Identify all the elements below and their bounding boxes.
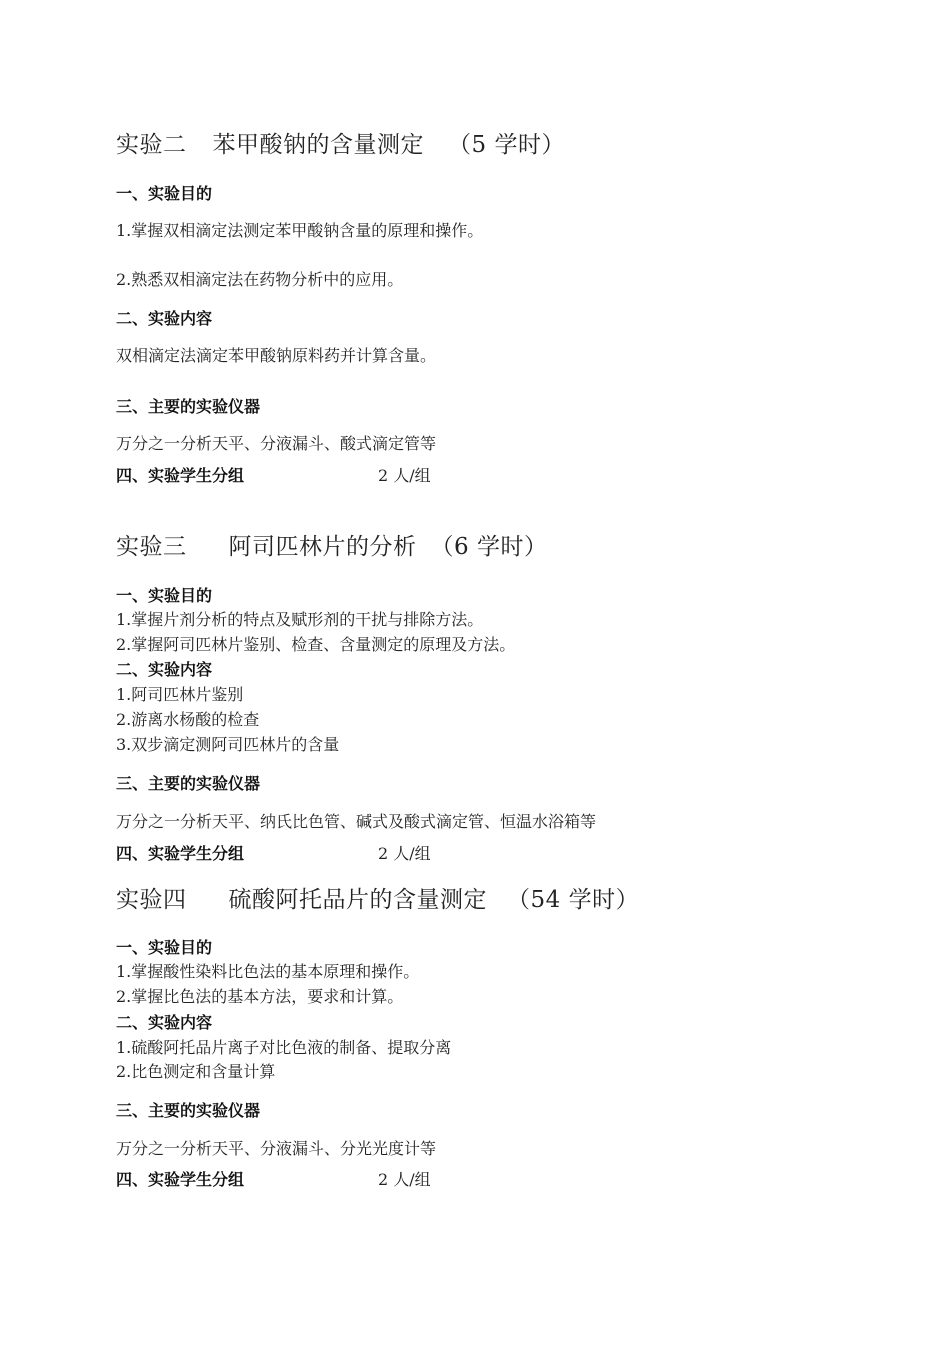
experiment-2-grouping: 2 人/组	[378, 466, 431, 485]
experiment-3-heading-purpose: 一、实验目的	[116, 586, 213, 605]
experiment-4-heading-purpose: 一、实验目的	[116, 938, 213, 957]
experiment-3-number: 实验三	[116, 534, 187, 560]
experiment-4-hours: （54 学时）	[507, 887, 640, 913]
experiment-3-content-1: 1.阿司匹林片鉴别	[116, 685, 244, 704]
experiment-2-title	[116, 126, 565, 159]
experiment-3-grouping: 2 人/组	[378, 844, 431, 863]
experiment-2-purpose-1: 1.掌握双相滴定法测定苯甲酸钠含量的原理和操作。	[116, 221, 484, 240]
experiment-4-content-2: 2.比色测定和含量计算	[116, 1062, 276, 1081]
experiment-3-heading-instruments: 三、主要的实验仪器	[116, 774, 261, 793]
experiment-2-content-1: 双相滴定法滴定苯甲酸钠原料药并计算含量。	[116, 346, 437, 365]
experiment-3-title	[116, 528, 547, 561]
experiment-3-content-2: 2.游离水杨酸的检查	[116, 710, 260, 729]
experiment-4-title	[116, 881, 639, 914]
experiment-2-number: 实验二	[116, 132, 187, 158]
experiment-3-content-3: 3.双步滴定测阿司匹林片的含量	[116, 735, 340, 754]
experiment-3-purpose-2: 2.掌握阿司匹林片鉴别、检查、含量测定的原理及方法。	[116, 635, 516, 654]
experiment-4-heading-content: 二、实验内容	[116, 1013, 213, 1032]
experiment-4-number: 实验四	[116, 887, 187, 913]
experiment-4-grouping: 2 人/组	[378, 1170, 431, 1189]
experiment-2-hours: （5 学时）	[448, 132, 565, 158]
experiment-3-instruments: 万分之一分析天平、纳氏比色管、碱式及酸式滴定管、恒温水浴箱等	[116, 812, 597, 831]
experiment-2-instruments: 万分之一分析天平、分液漏斗、酸式滴定管等	[116, 434, 437, 453]
experiment-2-topic: 苯甲酸钠的含量测定	[212, 132, 424, 158]
experiment-4-topic: 硫酸阿托品片的含量测定	[228, 887, 487, 913]
experiment-2-heading-instruments: 三、主要的实验仪器	[116, 397, 261, 416]
experiment-3-heading-grouping: 四、实验学生分组	[116, 844, 245, 863]
experiment-4-purpose-2: 2.掌握比色法的基本方法，要求和计算。	[116, 987, 404, 1006]
experiment-2-heading-content: 二、实验内容	[116, 309, 213, 328]
experiment-3-topic: 阿司匹林片的分析	[228, 534, 417, 560]
experiment-4-instruments: 万分之一分析天平、分液漏斗、分光光度计等	[116, 1139, 437, 1158]
experiment-3-heading-content: 二、实验内容	[116, 660, 213, 679]
experiment-4-heading-instruments: 三、主要的实验仪器	[116, 1101, 261, 1120]
experiment-2-heading-grouping: 四、实验学生分组	[116, 466, 245, 485]
experiment-4-content-1: 1.硫酸阿托品片离子对比色液的制备、提取分离	[116, 1038, 452, 1057]
experiment-2-purpose-2: 2.熟悉双相滴定法在药物分析中的应用。	[116, 270, 404, 289]
experiment-4-purpose-1: 1.掌握酸性染料比色法的基本原理和操作。	[116, 962, 420, 981]
experiment-2-heading-purpose: 一、实验目的	[116, 184, 213, 203]
experiment-4-heading-grouping: 四、实验学生分组	[116, 1170, 245, 1189]
experiment-3-hours: （6 学时）	[430, 534, 548, 560]
experiment-3-purpose-1: 1.掌握片剂分析的特点及赋形剂的干扰与排除方法。	[116, 610, 484, 629]
